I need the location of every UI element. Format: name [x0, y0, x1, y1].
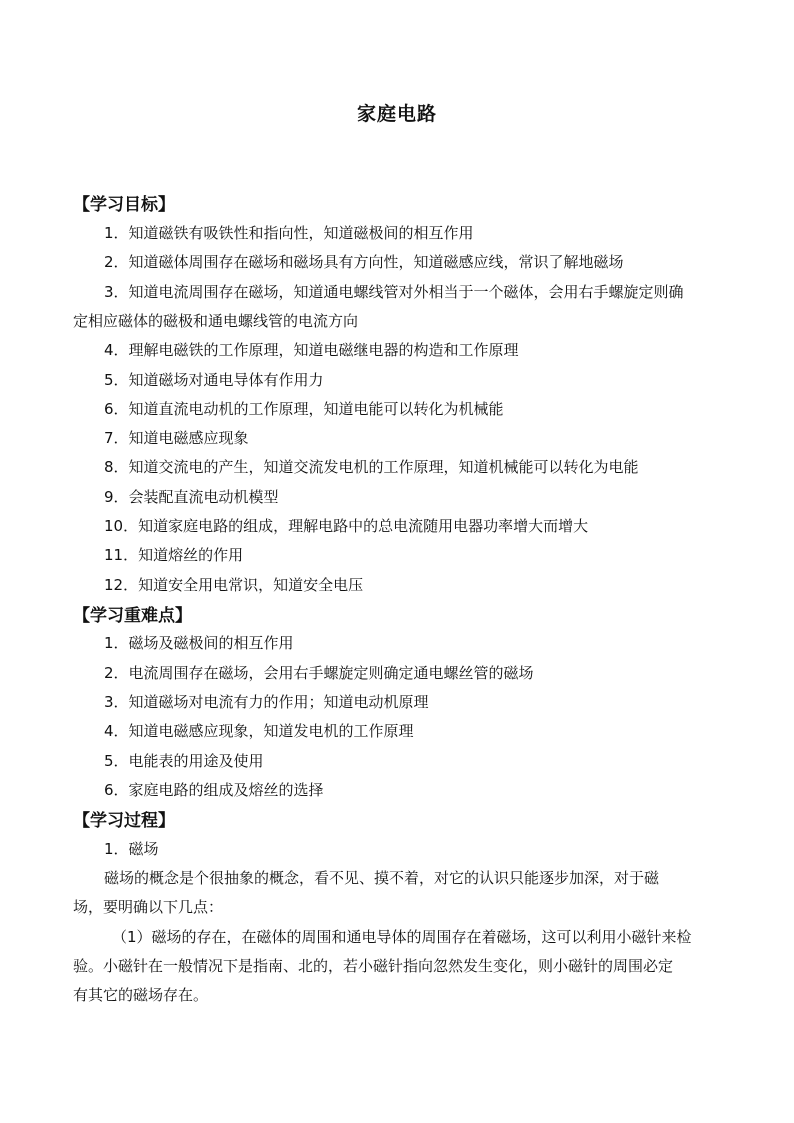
goal-item: 10．知道家庭电路的组成，理解电路中的总电流随用电器功率增大而增大 [104, 517, 589, 535]
goal-item: 2．知道磁体周围存在磁场和磁场具有方向性，知道磁感应线，常识了解地磁场 [104, 253, 624, 271]
goal-item: 6．知道直流电动机的工作原理，知道电能可以转化为机械能 [104, 400, 504, 418]
keypoint-item: 6．家庭电路的组成及熔丝的选择 [104, 781, 324, 799]
paragraph-line: 有其它的磁场存在。 [73, 986, 209, 1004]
goal-item-continuation: 定相应磁体的磁极和通电螺线管的电流方向 [73, 312, 359, 330]
section-heading-goals: 【学习目标】 [73, 195, 175, 215]
paragraph-line: （1）磁场的存在，在磁体的周围和通电导体的周围存在着磁场，这可以利用小磁针来检 [112, 928, 692, 946]
section-heading-process: 【学习过程】 [73, 811, 175, 831]
goal-item: 5．知道磁场对通电导体有作用力 [104, 371, 324, 389]
paragraph-line: 磁场的概念是个很抽象的概念，看不见、摸不着，对它的认识只能逐步加深，对于磁 [104, 869, 660, 887]
keypoint-item: 5．电能表的用途及使用 [104, 752, 264, 770]
keypoint-item: 1．磁场及磁极间的相互作用 [104, 634, 294, 652]
keypoint-item: 3．知道磁场对电流有力的作用；知道电动机原理 [104, 693, 429, 711]
goal-item: 8．知道交流电的产生，知道交流发电机的工作原理，知道机械能可以转化为电能 [104, 458, 639, 476]
goal-item: 11．知道熔丝的作用 [104, 546, 244, 564]
paragraph-line: 验。小磁针在一般情况下是指南、北的，若小磁针指向忽然发生变化，则小磁针的周围必定 [73, 957, 674, 975]
paragraph-line: 场，要明确以下几点： [73, 898, 224, 916]
section-heading-keypoints: 【学习重难点】 [73, 606, 192, 626]
goal-item: 7．知道电磁感应现象 [104, 429, 249, 447]
keypoint-item: 2．电流周围存在磁场，会用右手螺旋定则确定通电螺丝管的磁场 [104, 664, 534, 682]
page-title: 家庭电路 [356, 103, 437, 125]
process-subheading: 1．磁场 [104, 840, 159, 858]
goal-item: 9．会装配直流电动机模型 [104, 488, 279, 506]
goal-item: 4．理解电磁铁的工作原理，知道电磁继电器的构造和工作原理 [104, 341, 519, 359]
goal-item: 3．知道电流周围存在磁场，知道通电螺线管对外相当于一个磁体，会用右手螺旋定则确 [104, 283, 684, 301]
goal-item: 1．知道磁铁有吸铁性和指向性，知道磁极间的相互作用 [104, 224, 474, 242]
keypoint-item: 4．知道电磁感应现象，知道发电机的工作原理 [104, 722, 414, 740]
goal-item: 12．知道安全用电常识，知道安全电压 [104, 576, 364, 594]
